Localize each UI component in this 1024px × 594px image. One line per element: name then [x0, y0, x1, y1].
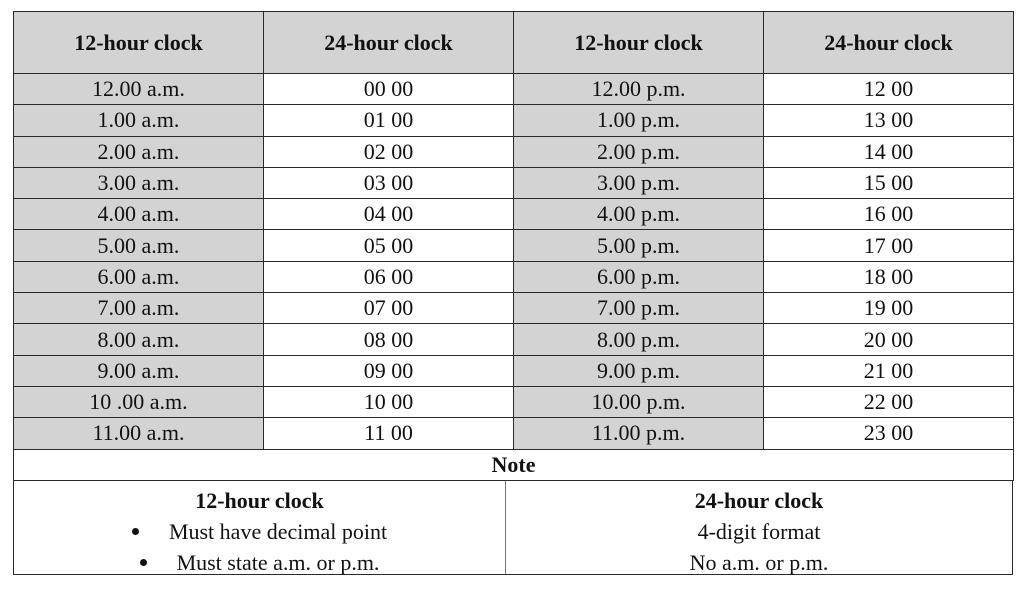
table-row	[14, 355, 1014, 386]
cell-24h-pm: 15 00	[764, 167, 1014, 198]
note-line: 4-digit format	[697, 518, 821, 544]
cell-12h-pm: 5.00 p.m.	[514, 230, 764, 261]
cell-12h-am: 7.00 a.m.	[14, 293, 264, 324]
cell-24h-am: 10 00	[264, 386, 514, 417]
header-row	[14, 12, 1014, 74]
note-label: Note	[14, 449, 1014, 480]
table-row	[14, 386, 1014, 417]
cell-12h-am: 4.00 a.m.	[14, 199, 264, 230]
cell-12h-am: 10 .00 a.m.	[14, 386, 264, 417]
header-12-hour-am: 12-hour clock	[14, 12, 264, 74]
cell-12h-pm: 10.00 p.m.	[514, 386, 764, 417]
cell-24h-am: 02 00	[264, 136, 514, 167]
table-row	[14, 293, 1014, 324]
note-header-row	[14, 449, 1014, 480]
cell-24h-am: 01 00	[264, 105, 514, 136]
table-row	[14, 136, 1014, 167]
cell-12h-pm: 11.00 p.m.	[514, 418, 764, 449]
cell-24h-pm: 18 00	[764, 261, 1014, 292]
note-12-hour-title: 12-hour clock	[195, 487, 324, 513]
table-row	[14, 418, 1014, 449]
cell-12h-am: 5.00 a.m.	[14, 230, 264, 261]
cell-24h-pm: 17 00	[764, 230, 1014, 261]
cell-24h-am: 04 00	[264, 199, 514, 230]
table-row	[14, 167, 1014, 198]
cell-24h-pm: 20 00	[764, 324, 1014, 355]
cell-24h-am: 09 00	[264, 355, 514, 386]
cell-24h-am: 06 00	[264, 261, 514, 292]
cell-12h-am: 3.00 a.m.	[14, 167, 264, 198]
table-row	[14, 324, 1014, 355]
note-12-hour-section	[14, 481, 506, 574]
cell-24h-am: 08 00	[264, 324, 514, 355]
cell-24h-pm: 14 00	[764, 136, 1014, 167]
note-line: No a.m. or p.m.	[689, 549, 829, 575]
cell-12h-am: 9.00 a.m.	[14, 355, 264, 386]
cell-24h-am: 00 00	[264, 74, 514, 105]
cell-12h-am: 11.00 a.m.	[14, 418, 264, 449]
cell-12h-am: 6.00 a.m.	[14, 261, 264, 292]
note-bullet-text: Must have decimal point	[168, 518, 388, 544]
table-row	[14, 230, 1014, 261]
cell-24h-am: 11 00	[264, 418, 514, 449]
cell-12h-pm: 4.00 p.m.	[514, 199, 764, 230]
cell-12h-am: 8.00 a.m.	[14, 324, 264, 355]
cell-24h-am: 07 00	[264, 293, 514, 324]
cell-12h-pm: 9.00 p.m.	[514, 355, 764, 386]
table-row	[14, 261, 1014, 292]
cell-24h-pm: 21 00	[764, 355, 1014, 386]
note-body	[13, 481, 1013, 575]
cell-24h-pm: 16 00	[764, 199, 1014, 230]
cell-12h-pm: 6.00 p.m.	[514, 261, 764, 292]
cell-24h-pm: 13 00	[764, 105, 1014, 136]
cell-12h-pm: 12.00 p.m.	[514, 74, 764, 105]
header-24-hour-am: 24-hour clock	[264, 12, 514, 74]
cell-12h-pm: 3.00 p.m.	[514, 167, 764, 198]
header-24-hour-pm: 24-hour clock	[764, 12, 1014, 74]
cell-12h-pm: 7.00 p.m.	[514, 293, 764, 324]
cell-12h-am: 2.00 a.m.	[14, 136, 264, 167]
cell-12h-am: 1.00 a.m.	[14, 105, 264, 136]
note-24-hour-section	[506, 481, 1012, 574]
note-24-hour-title: 24-hour clock	[694, 487, 824, 513]
clock-conversion-table	[13, 11, 1014, 481]
table-row	[14, 105, 1014, 136]
bullet-icon	[132, 528, 139, 535]
table-body	[14, 74, 1014, 481]
cell-24h-am: 05 00	[264, 230, 514, 261]
cell-12h-pm: 1.00 p.m.	[514, 105, 764, 136]
header-12-hour-pm: 12-hour clock	[514, 12, 764, 74]
note-bullet-item	[132, 516, 387, 547]
cell-24h-pm: 22 00	[764, 386, 1014, 417]
clock-conversion-table-container	[13, 11, 1013, 575]
table-row	[14, 74, 1014, 105]
note-bullet-text: Must state a.m. or p.m.	[176, 549, 380, 575]
cell-12h-pm: 2.00 p.m.	[514, 136, 764, 167]
cell-24h-am: 03 00	[264, 167, 514, 198]
table-row	[14, 199, 1014, 230]
note-bullet-item	[140, 547, 380, 578]
cell-12h-am: 12.00 a.m.	[14, 74, 264, 105]
cell-24h-pm: 12 00	[764, 74, 1014, 105]
bullet-icon	[140, 559, 147, 566]
cell-12h-pm: 8.00 p.m.	[514, 324, 764, 355]
cell-24h-pm: 19 00	[764, 293, 1014, 324]
cell-24h-pm: 23 00	[764, 418, 1014, 449]
